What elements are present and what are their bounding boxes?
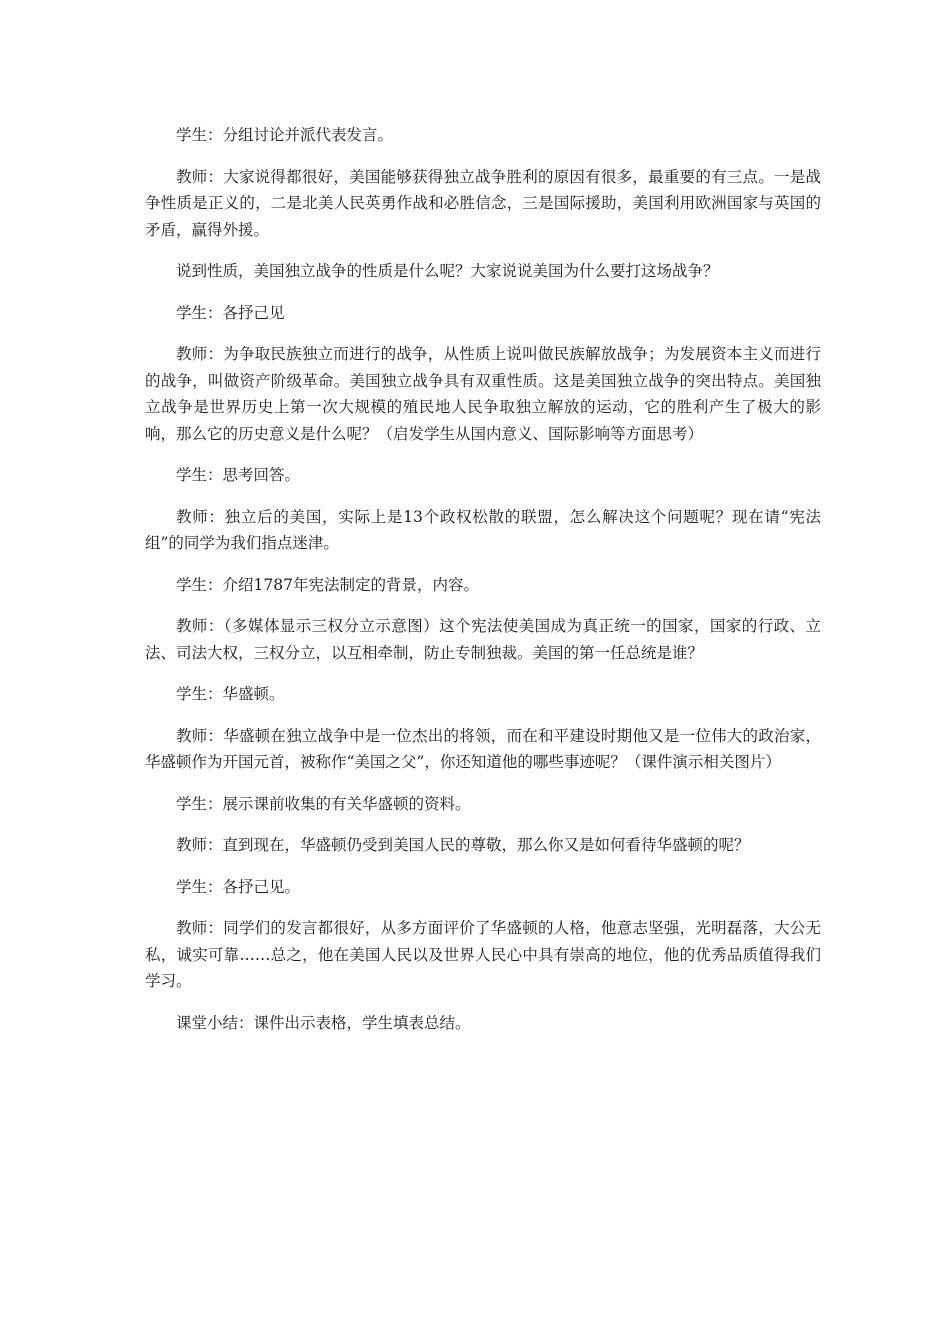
- paragraph: 学生：展示课前收集的有关华盛顿的资料。: [176, 794, 471, 813]
- paragraph: 学生：思考回答。: [176, 466, 301, 484]
- paragraph: 教师：华盛顿在独立战争中是一位杰出的将领，而在和平建设时期他又是一位伟大的政治家，华盛顿作为开国元首，被称作“美国之父”，你还知道他的哪些事迹呢？（课件演示相关图片）: [145, 726, 821, 771]
- paragraph: 教师：大家说得都很好，美国能够获得独立战争胜利的原因有很多，最重要的有三点。一是战争性质是正义的，二是北美人民英勇作战和必胜信念，三是国际援助，美国利用欧洲国家与英国的矛盾，赢得外援。: [145, 167, 821, 239]
- paragraph: 学生：华盛顿。: [176, 685, 285, 703]
- paragraph: 教师：直到现在，华盛顿仍受到美国人民的尊敬，那么你又是如何看待华盛顿的呢？: [176, 836, 750, 854]
- paragraph: 学生：各抒己见。: [176, 877, 301, 896]
- paragraph: 课堂小结：课件出示表格，学生填表总结。: [176, 1013, 471, 1032]
- paragraph: 说到性质，美国独立战争的性质是什么呢？大家说说美国为什么要打这场战争？: [176, 262, 719, 280]
- paragraph: 教师：独立后的美国，实际上是13个政权松散的联盟，怎么解决这个问题呢？现在请“宪法组”的同学为我们指点迷津。: [145, 507, 821, 552]
- document-body: [145, 122, 821, 1051]
- paragraph: 学生：各抒己见: [176, 303, 285, 322]
- paragraph: 教师：（多媒体显示三权分立示意图）这个宪法使美国成为真正统一的国家，国家的行政、立法、司法大权，三权分立，以互相牵制，防止专制独裁。美国的第一任总统是谁？: [145, 617, 821, 662]
- paragraph: 学生：介绍1787年宪法制定的背景，内容。: [176, 575, 479, 594]
- paragraph: 教师：为争取民族独立而进行的战争，从性质上说叫做民族解放战争；为发展资本主义而进行的战争，叫做资产阶级革命。美国独立战争具有双重性质。这是美国独立战争的突出特点。美国独立战争是世界历史上第一次大规模的殖民地人民争取独立解放的运动，它的胜利产生了极大的影响，那么它的历史意义是什么呢？（启发学生从国内意义、国际影响等方面思考）: [145, 345, 821, 443]
- paragraph: 教师：同学们的发言都很好，从多方面评价了华盛顿的人格，他意志坚强，光明磊落，大公无私，诚实可靠……总之，他在美国人民以及世界人民心中具有崇高的地位，他的优秀品质值得我们学习。: [145, 919, 821, 990]
- paragraph: 学生：分组讨论并派代表发言。: [176, 126, 394, 144]
